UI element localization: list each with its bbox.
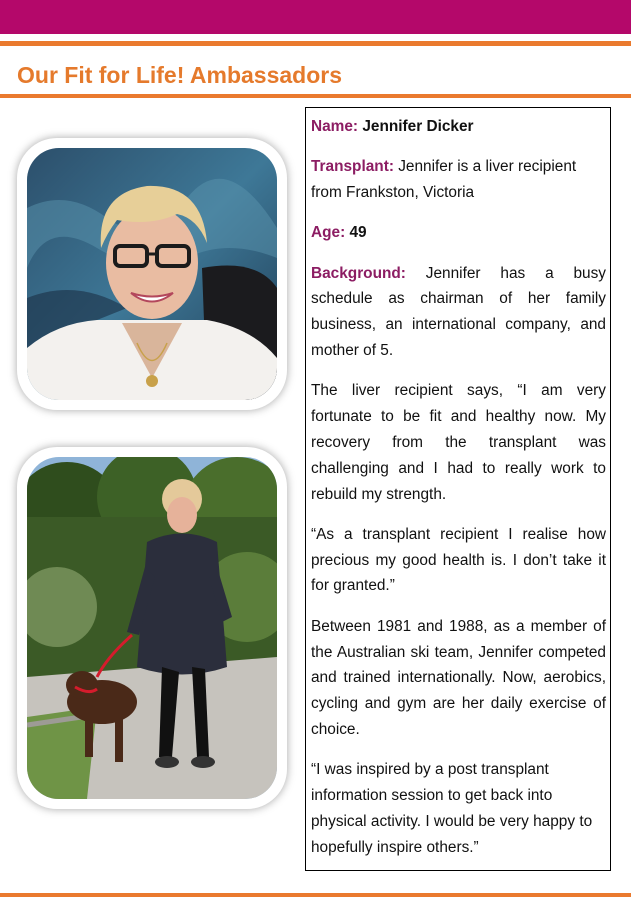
bio-paragraph: Between 1981 and 1988, as a member of the Australian ski team, Jennifer competed and trained internationally. Now, aerobics, cycling and gym are her daily exercise of choice. (311, 617, 606, 738)
transplant-text: Jennifer is a liver recipient from Frankston, Victoria (311, 158, 577, 202)
name-line (311, 114, 606, 140)
name-label: Name: (311, 118, 359, 135)
background-label: Background: (311, 264, 406, 282)
top-orange-rule (0, 41, 631, 46)
transplant-line (311, 154, 606, 206)
age-line (311, 220, 606, 246)
transplant-label: Transplant: (311, 158, 394, 176)
walking-photo-frame (17, 447, 287, 809)
top-magenta-bar (0, 0, 631, 34)
title-underline-rule (0, 94, 631, 98)
background-line (311, 261, 606, 364)
portrait-photo-icon (27, 148, 277, 400)
portrait-photo-frame (17, 138, 287, 410)
bottom-orange-rule (0, 893, 631, 897)
bio-paragraph: The liver recipient says, “I am very fortunate to be fit and healthy now. My recovery from the transplant was challenging and I had to really work to rebuild my strength. (311, 382, 606, 503)
woman-walking-dog-photo-icon (27, 457, 277, 799)
age-value: 49 (349, 224, 367, 242)
ambassador-bio-box (305, 107, 611, 871)
background-text: Jennifer has a busy schedule as chairman of her family business, an international company, and mother of 5. (311, 264, 606, 360)
bio-paragraph: “As a transplant recipient I realise how precious my good health is. I don’t take it for granted.” (311, 525, 606, 595)
bio-paragraph: “I was inspired by a post transplant information session to get back into physical activity. I would be very happy to hopefully inspire others.” (311, 761, 593, 856)
age-label: Age: (311, 224, 346, 242)
page-title: Our Fit for Life! Ambassadors (17, 62, 343, 88)
ambassador-name: Jennifer Dicker (362, 118, 474, 135)
